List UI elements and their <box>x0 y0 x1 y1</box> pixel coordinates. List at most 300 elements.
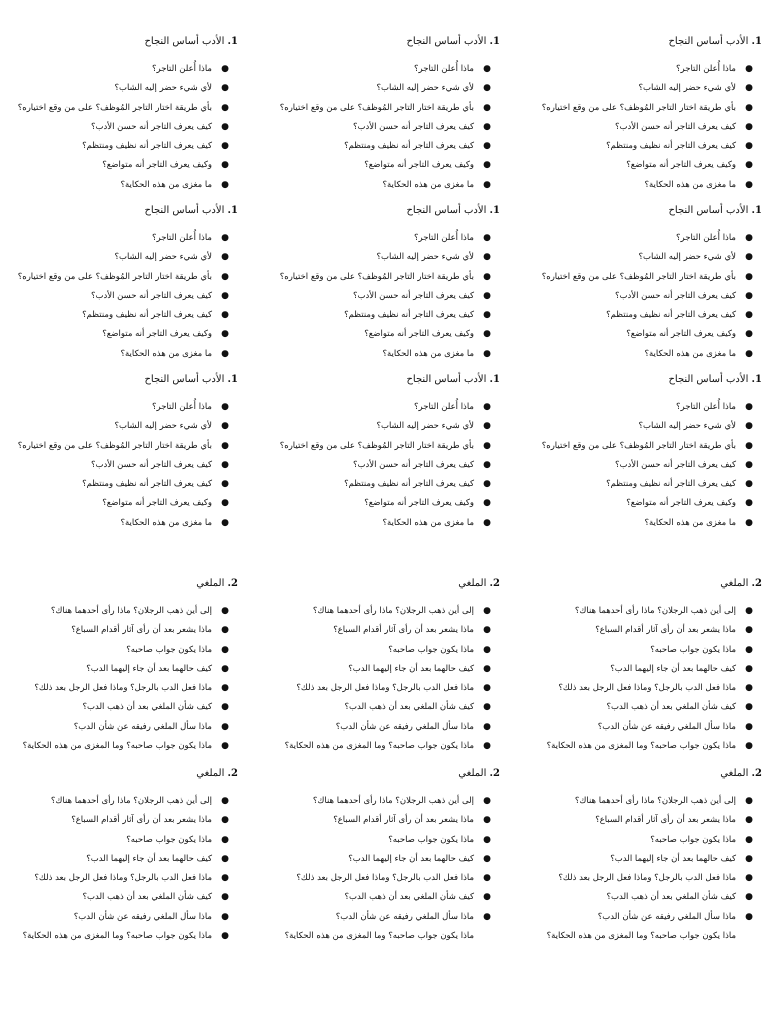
question-item <box>8 420 238 439</box>
question-item <box>8 644 238 663</box>
question-text: ماذا سأل الملغي رفيقه عن شأن الدب؟ <box>597 721 736 732</box>
question-text: بأي طريقة اختار التاجر المُوظف؟ على من وقع اختياره؟ <box>541 440 736 451</box>
question-item <box>532 271 762 290</box>
question-text: بأي طريقة اختار التاجر المُوظف؟ على من وقع اختياره؟ <box>279 102 474 113</box>
bullet-icon: ● <box>483 440 491 451</box>
question-item <box>532 328 762 347</box>
section-number: 1. <box>227 374 238 385</box>
bullet-icon: ● <box>221 741 229 752</box>
question-item <box>270 721 500 740</box>
question-list <box>532 605 762 759</box>
question-item <box>8 853 238 872</box>
section-heading <box>270 374 500 386</box>
question-text: بأي طريقة اختار التاجر المُوظف؟ على من وقع اختياره؟ <box>279 271 474 282</box>
question-item <box>8 478 238 497</box>
section-number: 1. <box>751 205 762 216</box>
question-item <box>8 290 238 309</box>
question-item <box>8 309 238 328</box>
question-text: ماذا يكون جواب صاحبه؟ وما المغزى من هذه الحكاية؟ <box>284 741 474 752</box>
bullet-icon: ● <box>483 911 491 922</box>
bullet-icon: ● <box>483 329 491 340</box>
question-item <box>8 159 238 178</box>
bullet-icon: ● <box>221 644 229 655</box>
question-text: ما مغزى من هذه الحكاية؟ <box>644 348 736 359</box>
section-title: الأدب أساس النجاح <box>406 36 487 47</box>
section-heading <box>8 205 238 217</box>
question-text: ماذا يشعر بعد أن رأى آثار أقدام السباع؟ <box>333 625 474 636</box>
question-item <box>532 930 762 949</box>
bullet-icon: ● <box>483 702 491 713</box>
question-item <box>8 624 238 643</box>
question-list <box>8 795 238 949</box>
question-list <box>532 232 762 367</box>
section-title: الأدب أساس النجاح <box>668 205 749 216</box>
question-item <box>532 740 762 759</box>
question-text: ماذا أُعلن التاجر؟ <box>414 64 474 74</box>
bullet-icon: ● <box>745 683 753 694</box>
question-text: لأي شيء حضر إليه الشاب؟ <box>114 421 212 432</box>
question-text: ماذا سأل الملغي رفيقه عن شأن الدب؟ <box>335 721 474 732</box>
bullet-icon: ● <box>221 498 229 509</box>
question-text: كيف شأن الملغي بعد أن ذهب الدب؟ <box>606 892 736 903</box>
question-text: وكيف يعرف التاجر أنه متواضع؟ <box>364 329 474 340</box>
bullet-icon: ● <box>221 892 229 903</box>
bullet-icon: ● <box>745 663 753 674</box>
question-text: لأي شيء حضر إليه الشاب؟ <box>638 421 736 432</box>
question-item <box>8 328 238 347</box>
question-item <box>532 605 762 624</box>
question-item <box>532 290 762 309</box>
question-list <box>270 795 500 949</box>
section-number: 2. <box>489 768 500 779</box>
question-text: بأي طريقة اختار التاجر المُوظف؟ على من وقع اختياره؟ <box>279 440 474 451</box>
bullet-icon: ● <box>221 402 229 412</box>
section-title: الأدب أساس النجاح <box>144 205 225 216</box>
question-item <box>270 159 500 178</box>
section-number: 2. <box>489 578 500 589</box>
bullet-icon: ● <box>483 625 491 636</box>
question-item <box>270 232 500 251</box>
bullet-icon: ● <box>483 796 491 806</box>
question-text: ماذا أُعلن التاجر؟ <box>676 402 736 412</box>
question-list <box>532 63 762 198</box>
question-text: ماذا أُعلن التاجر؟ <box>152 64 212 74</box>
section-number: 1. <box>489 36 500 47</box>
question-text: كيف شأن الملغي بعد أن ذهب الدب؟ <box>82 892 212 903</box>
question-text: ماذا يكون جواب صاحبه؟ <box>126 644 212 655</box>
bullet-icon: ● <box>745 721 753 732</box>
bullet-icon: ● <box>221 479 229 490</box>
question-text: ما مغزى من هذه الحكاية؟ <box>382 348 474 359</box>
section-title: الملغي <box>458 768 487 779</box>
question-text: ماذا أُعلن التاجر؟ <box>414 233 474 243</box>
question-text: وكيف يعرف التاجر أنه متواضع؟ <box>102 498 212 509</box>
mulqi-block <box>8 578 238 759</box>
bullet-icon: ● <box>745 121 753 132</box>
bullet-icon: ● <box>221 625 229 636</box>
bullet-icon: ● <box>745 853 753 864</box>
section-heading <box>532 36 762 48</box>
question-list <box>270 605 500 759</box>
question-item <box>270 420 500 439</box>
question-item <box>8 232 238 251</box>
question-item <box>270 911 500 930</box>
question-text: كيف حالهما بعد أن جاء إليهما الدب؟ <box>610 853 736 864</box>
bullet-icon: ● <box>221 290 229 301</box>
question-text: إلى أين ذهب الرجلان؟ ماذا رأى أحدهما هناك؟ <box>574 606 736 616</box>
question-text: وكيف يعرف التاجر أنه متواضع؟ <box>626 329 736 340</box>
question-item <box>532 834 762 853</box>
bullet-icon: ● <box>483 663 491 674</box>
section-heading <box>532 768 762 780</box>
bullet-icon: ● <box>221 606 229 616</box>
bullet-icon: ● <box>221 663 229 674</box>
question-text: كيف يعرف التاجر أنه حسن الأدب؟ <box>90 121 212 132</box>
question-text: كيف يعرف التاجر أنه حسن الأدب؟ <box>90 459 212 470</box>
mulqi-block <box>532 578 762 759</box>
question-text: كيف حالهما بعد أن جاء إليهما الدب؟ <box>348 853 474 864</box>
bullet-icon: ● <box>745 873 753 884</box>
bullet-icon: ● <box>745 141 753 152</box>
bullet-icon: ● <box>221 517 229 528</box>
question-item <box>532 478 762 497</box>
question-item <box>532 663 762 682</box>
question-item <box>532 232 762 251</box>
question-text: وكيف يعرف التاجر أنه متواضع؟ <box>364 498 474 509</box>
question-text: بأي طريقة اختار التاجر المُوظف؟ على من وقع اختياره؟ <box>17 440 212 451</box>
bullet-icon: ● <box>745 421 753 432</box>
question-item <box>270 140 500 159</box>
question-list <box>532 401 762 536</box>
question-item <box>532 440 762 459</box>
section-heading <box>270 205 500 217</box>
section-heading <box>8 578 238 590</box>
question-list <box>8 63 238 198</box>
question-list <box>8 401 238 536</box>
bullet-icon: ● <box>221 252 229 263</box>
question-item <box>8 271 238 290</box>
adab-block <box>270 36 500 198</box>
bullet-icon: ● <box>483 834 491 845</box>
bullet-icon: ● <box>221 721 229 732</box>
section-heading <box>270 578 500 590</box>
question-item <box>270 440 500 459</box>
question-text: كيف حالهما بعد أن جاء إليهما الدب؟ <box>610 663 736 674</box>
question-item <box>270 853 500 872</box>
bullet-icon: ● <box>745 517 753 528</box>
question-text: بأي طريقة اختار التاجر المُوظف؟ على من وقع اختياره؟ <box>541 271 736 282</box>
bullet-icon: ● <box>745 348 753 359</box>
question-item <box>532 853 762 872</box>
question-item <box>532 251 762 270</box>
bullet-icon: ● <box>221 102 229 113</box>
bullet-icon: ● <box>483 233 491 243</box>
question-item <box>532 159 762 178</box>
section-heading <box>8 768 238 780</box>
adab-block <box>8 205 238 367</box>
question-text: كيف يعرف التاجر أنه نظيف ومنتظم؟ <box>344 479 474 490</box>
bullet-icon: ● <box>483 179 491 190</box>
section-heading <box>270 768 500 780</box>
question-text: ماذا يشعر بعد أن رأى آثار أقدام السباع؟ <box>595 815 736 826</box>
question-item <box>270 497 500 516</box>
question-item <box>270 82 500 101</box>
question-text: كيف حالهما بعد أن جاء إليهما الدب؟ <box>86 663 212 674</box>
question-text: ماذا سأل الملغي رفيقه عن شأن الدب؟ <box>335 911 474 922</box>
section-number: 1. <box>489 374 500 385</box>
question-text: كيف يعرف التاجر أنه حسن الأدب؟ <box>614 459 736 470</box>
adab-block <box>532 374 762 536</box>
question-item <box>8 663 238 682</box>
question-item <box>8 121 238 140</box>
section-title: الأدب أساس النجاح <box>668 36 749 47</box>
question-item <box>8 440 238 459</box>
bullet-icon: ● <box>483 517 491 528</box>
question-item <box>532 872 762 891</box>
bullet-icon: ● <box>483 348 491 359</box>
bullet-icon: ● <box>745 440 753 451</box>
question-text: ماذا فعل الدب بالرجل؟ وماذا فعل الرجل بعد ذلك؟ <box>558 683 736 694</box>
question-item <box>270 834 500 853</box>
question-item <box>8 911 238 930</box>
question-item <box>532 517 762 536</box>
question-item <box>270 740 500 759</box>
question-text: كيف شأن الملغي بعد أن ذهب الدب؟ <box>82 702 212 713</box>
bullet-icon: ● <box>745 310 753 321</box>
section-number: 2. <box>227 768 238 779</box>
question-item <box>8 497 238 516</box>
adab-block <box>8 36 238 198</box>
bullet-icon: ● <box>221 931 229 942</box>
bullet-icon: ● <box>745 479 753 490</box>
question-text: لأي شيء حضر إليه الشاب؟ <box>114 252 212 263</box>
question-text: لأي شيء حضر إليه الشاب؟ <box>638 252 736 263</box>
section-number: 2. <box>751 768 762 779</box>
bullet-icon: ● <box>221 702 229 713</box>
question-text: بأي طريقة اختار التاجر المُوظف؟ على من وقع اختياره؟ <box>17 102 212 113</box>
mulqi-block <box>270 578 500 759</box>
adab-block <box>270 374 500 536</box>
question-text: كيف يعرف التاجر أنه نظيف ومنتظم؟ <box>82 310 212 321</box>
bullet-icon: ● <box>483 290 491 301</box>
bullet-icon: ● <box>483 479 491 490</box>
question-text: كيف يعرف التاجر أنه نظيف ومنتظم؟ <box>606 479 736 490</box>
question-item <box>270 478 500 497</box>
question-item <box>532 624 762 643</box>
question-text: لأي شيء حضر إليه الشاب؟ <box>114 83 212 94</box>
question-text: ماذا أُعلن التاجر؟ <box>676 64 736 74</box>
section-number: 1. <box>227 36 238 47</box>
question-text: إلى أين ذهب الرجلان؟ ماذا رأى أحدهما هناك؟ <box>574 796 736 806</box>
question-item <box>532 911 762 930</box>
section-heading <box>270 36 500 48</box>
adab-block <box>532 205 762 367</box>
question-item <box>8 701 238 720</box>
question-item <box>8 891 238 910</box>
bullet-icon: ● <box>483 160 491 171</box>
question-text: كيف شأن الملغي بعد أن ذهب الدب؟ <box>344 892 474 903</box>
question-text: ماذا فعل الدب بالرجل؟ وماذا فعل الرجل بعد ذلك؟ <box>296 683 474 694</box>
question-item <box>8 401 238 420</box>
adab-block <box>270 205 500 367</box>
question-item <box>8 872 238 891</box>
question-item <box>270 459 500 478</box>
section-title: الملغي <box>458 578 487 589</box>
question-item <box>532 701 762 720</box>
question-item <box>270 701 500 720</box>
bullet-icon: ● <box>745 402 753 412</box>
section-title: الملغي <box>196 578 225 589</box>
question-text: كيف يعرف التاجر أنه نظيف ومنتظم؟ <box>344 310 474 321</box>
question-text: ما مغزى من هذه الحكاية؟ <box>120 179 212 190</box>
section-number: 1. <box>751 36 762 47</box>
question-item <box>270 605 500 624</box>
bullet-icon: ● <box>745 459 753 470</box>
question-text: ماذا يكون جواب صاحبه؟ وما المغزى من هذه الحكاية؟ <box>22 741 212 752</box>
bullet-icon: ● <box>745 815 753 826</box>
question-text: لأي شيء حضر إليه الشاب؟ <box>638 83 736 94</box>
mulqi-block <box>532 768 762 949</box>
question-item <box>270 328 500 347</box>
bullet-icon: ● <box>745 741 753 752</box>
question-item <box>8 814 238 833</box>
question-text: كيف يعرف التاجر أنه نظيف ومنتظم؟ <box>82 141 212 152</box>
question-text: كيف يعرف التاجر أنه نظيف ومنتظم؟ <box>606 310 736 321</box>
bullet-icon: ● <box>483 310 491 321</box>
question-text: ماذا أُعلن التاجر؟ <box>152 402 212 412</box>
bullet-icon: ● <box>483 83 491 94</box>
question-item <box>270 102 500 121</box>
question-list <box>8 232 238 367</box>
bullet-icon: ● <box>745 290 753 301</box>
bullet-icon: ● <box>221 440 229 451</box>
bullet-icon: ● <box>745 892 753 903</box>
question-text: كيف يعرف التاجر أنه حسن الأدب؟ <box>614 121 736 132</box>
question-item <box>532 63 762 82</box>
bullet-icon: ● <box>483 252 491 263</box>
question-text: كيف شأن الملغي بعد أن ذهب الدب؟ <box>606 702 736 713</box>
bullet-icon: ● <box>745 498 753 509</box>
question-list <box>270 63 500 198</box>
question-text: كيف يعرف التاجر أنه حسن الأدب؟ <box>352 121 474 132</box>
bullet-icon: ● <box>483 853 491 864</box>
question-item <box>532 309 762 328</box>
question-item <box>270 179 500 198</box>
question-item <box>532 644 762 663</box>
bullet-icon: ● <box>221 796 229 806</box>
bullet-icon: ● <box>745 233 753 243</box>
bullet-icon: ● <box>221 683 229 694</box>
question-item <box>532 795 762 814</box>
question-text: ماذا أُعلن التاجر؟ <box>152 233 212 243</box>
bullet-icon: ● <box>483 402 491 412</box>
bullet-icon: ● <box>221 911 229 922</box>
section-heading <box>532 578 762 590</box>
question-item <box>270 517 500 536</box>
question-item <box>532 401 762 420</box>
bullet-icon: ● <box>221 233 229 243</box>
question-text: ما مغزى من هذه الحكاية؟ <box>644 517 736 528</box>
question-text: إلى أين ذهب الرجلان؟ ماذا رأى أحدهما هناك؟ <box>50 796 212 806</box>
question-item <box>532 682 762 701</box>
section-heading <box>8 374 238 386</box>
question-list <box>8 605 238 759</box>
question-text: ما مغزى من هذه الحكاية؟ <box>120 517 212 528</box>
question-text: ماذا يكون جواب صاحبه؟ <box>650 834 736 845</box>
question-item <box>8 834 238 853</box>
question-text: وكيف يعرف التاجر أنه متواضع؟ <box>364 160 474 171</box>
question-item <box>270 891 500 910</box>
question-text: كيف يعرف التاجر أنه نظيف ومنتظم؟ <box>606 141 736 152</box>
question-text: ما مغزى من هذه الحكاية؟ <box>382 179 474 190</box>
bullet-icon: ● <box>745 606 753 616</box>
section-heading <box>532 374 762 386</box>
bullet-icon: ● <box>483 459 491 470</box>
question-item <box>532 459 762 478</box>
question-item <box>8 721 238 740</box>
section-title: الأدب أساس النجاح <box>406 205 487 216</box>
question-item <box>270 682 500 701</box>
bullet-icon: ● <box>745 160 753 171</box>
mulqi-block <box>270 768 500 949</box>
bullet-icon: ● <box>221 160 229 171</box>
question-item <box>532 420 762 439</box>
bullet-icon: ● <box>221 141 229 152</box>
question-text: ماذا فعل الدب بالرجل؟ وماذا فعل الرجل بعد ذلك؟ <box>558 873 736 884</box>
section-number: 1. <box>489 205 500 216</box>
bullet-icon: ● <box>221 853 229 864</box>
section-number: 2. <box>751 578 762 589</box>
question-item <box>532 891 762 910</box>
adab-block <box>532 36 762 198</box>
question-text: وكيف يعرف التاجر أنه متواضع؟ <box>102 160 212 171</box>
question-text: كيف يعرف التاجر أنه نظيف ومنتظم؟ <box>344 141 474 152</box>
question-text: لأي شيء حضر إليه الشاب؟ <box>376 83 474 94</box>
question-item <box>8 795 238 814</box>
question-item <box>270 663 500 682</box>
bullet-icon: ● <box>483 102 491 113</box>
mulqi-block <box>8 768 238 949</box>
bullet-icon: ● <box>221 459 229 470</box>
question-text: ما مغزى من هذه الحكاية؟ <box>382 517 474 528</box>
bullet-icon: ● <box>483 271 491 282</box>
question-list <box>270 401 500 536</box>
bullet-icon: ● <box>221 310 229 321</box>
question-item <box>8 682 238 701</box>
adab-block <box>8 374 238 536</box>
question-text: بأي طريقة اختار التاجر المُوظف؟ على من وقع اختياره؟ <box>17 271 212 282</box>
section-heading <box>8 36 238 48</box>
bullet-icon: ● <box>745 644 753 655</box>
bullet-icon: ● <box>483 644 491 655</box>
question-item <box>270 271 500 290</box>
bullet-icon: ● <box>221 873 229 884</box>
bullet-icon: ● <box>745 625 753 636</box>
question-item <box>8 348 238 367</box>
question-item <box>270 121 500 140</box>
question-text: كيف يعرف التاجر أنه نظيف ومنتظم؟ <box>82 479 212 490</box>
question-text: كيف يعرف التاجر أنه حسن الأدب؟ <box>90 290 212 301</box>
section-title: الملغي <box>196 768 225 779</box>
question-text: ماذا يشعر بعد أن رأى آثار أقدام السباع؟ <box>333 815 474 826</box>
question-item <box>532 348 762 367</box>
bullet-icon: ● <box>483 606 491 616</box>
question-text: كيف يعرف التاجر أنه حسن الأدب؟ <box>352 290 474 301</box>
bullet-icon: ● <box>483 141 491 152</box>
question-list <box>532 795 762 949</box>
question-item <box>270 644 500 663</box>
bullet-icon: ● <box>745 102 753 113</box>
